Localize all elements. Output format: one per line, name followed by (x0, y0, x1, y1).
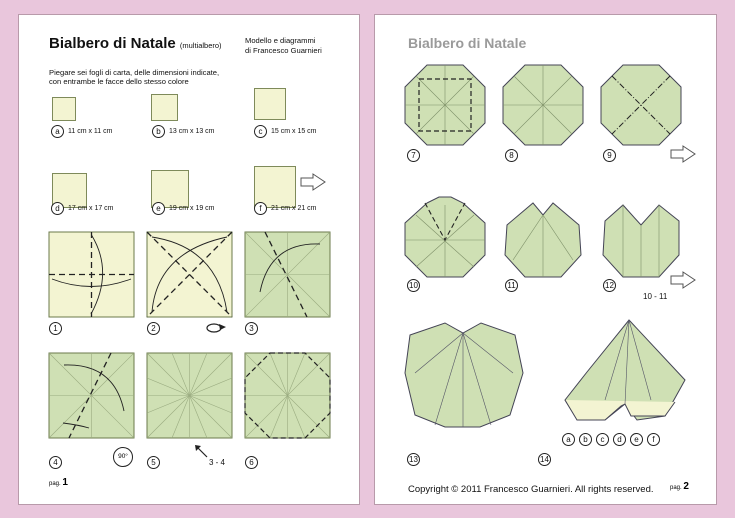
step-7-diagram (405, 65, 485, 145)
paper-square-c (254, 88, 286, 120)
size-letter-f: f (254, 202, 267, 215)
step-11-diagram (505, 203, 581, 277)
credits-line-2: di Francesco Guarnieri (245, 46, 322, 55)
steps-7-9-diagrams (405, 65, 695, 155)
step-1-number: 1 (49, 322, 62, 335)
step-9-number: 9 (603, 149, 616, 162)
size-label-f: 21 cm x 21 cm (271, 205, 317, 212)
steps-1-3-diagrams (49, 232, 339, 317)
paper-letter-e: e (630, 433, 643, 446)
size-letter-c: c (254, 125, 267, 138)
step-7-number: 7 (407, 149, 420, 162)
step-12-number: 12 (603, 279, 616, 292)
step-3-diagram (245, 232, 330, 317)
repeat-steps-label: 10 - 11 (643, 292, 668, 301)
credits-line-1: Modello e diagrammi (245, 36, 316, 45)
page-prefix: pag. (49, 481, 61, 487)
page-number-value: 1 (62, 477, 68, 488)
turn-over-arrow-icon (669, 271, 699, 291)
size-letter-b: b (152, 125, 165, 138)
size-letter-d: d (51, 202, 64, 215)
size-label-b: 13 cm x 13 cm (169, 128, 215, 135)
steps-13-14-diagrams (405, 315, 695, 445)
size-label-e: 19 cm x 19 cm (169, 205, 215, 212)
step-10-diagram (405, 197, 485, 277)
steps-4-6-diagrams (49, 353, 339, 438)
size-label-c: 15 cm x 15 cm (271, 128, 317, 135)
step-4-diagram (49, 353, 134, 438)
step-13-number: 13 (407, 453, 420, 466)
step-4-number: 4 (49, 456, 62, 469)
paper-letter-c: c (596, 433, 609, 446)
step-5-number: 5 (147, 456, 160, 469)
step-12-diagram (603, 205, 679, 277)
paper-letter-f: f (647, 433, 660, 446)
step-10-number: 10 (407, 279, 420, 292)
paper-letter-a: a (562, 433, 575, 446)
page-2 (374, 14, 717, 505)
paper-square-a (52, 97, 76, 121)
step-6-number: 6 (245, 456, 258, 469)
step-11-number: 11 (505, 279, 518, 292)
step-8-number: 8 (505, 149, 518, 162)
subtitle: (multialbero) (179, 41, 222, 50)
rotate-fold-icon (205, 321, 229, 335)
step-13-diagram (405, 323, 523, 427)
paper-letter-b: b (579, 433, 592, 446)
step-14-number: 14 (538, 453, 551, 466)
page-number (49, 477, 68, 488)
step-3-number: 3 (245, 322, 258, 335)
paper-square-b (151, 94, 178, 121)
turn-over-arrow-icon (669, 145, 699, 165)
size-letter-e: e (152, 202, 165, 215)
size-label-a: 11 cm x 11 cm (68, 128, 113, 135)
page-number (670, 481, 689, 492)
title-text: Bialbero di Natale (49, 35, 176, 52)
rotate-90-badge: 90° (113, 447, 133, 467)
page-title (49, 35, 222, 52)
page-title: Bialbero di Natale (408, 35, 527, 51)
step-5-diagram (147, 353, 232, 438)
repeat-arrow-icon (195, 445, 209, 459)
instructions-line-2: con entrambe le facce dello stesso colore (49, 77, 189, 86)
step-1-diagram (49, 232, 134, 317)
step-6-diagram (245, 353, 330, 438)
page-1 (18, 14, 360, 505)
size-letter-a: a (51, 125, 64, 138)
paper-letter-d: d (613, 433, 626, 446)
repeat-steps-label: 3 - 4 (209, 458, 226, 467)
step-9-diagram (601, 65, 681, 145)
step-2-number: 2 (147, 322, 160, 335)
steps-10-12-diagrams (405, 195, 695, 285)
step-2-diagram (147, 232, 232, 317)
page-number-value: 2 (683, 481, 689, 492)
step-14-diagram (565, 320, 685, 420)
instructions-line-1: Piegare sei fogli di carta, delle dimensioni indicate, (49, 68, 220, 77)
copyright: Copyright © 2011 Francesco Guarnieri. All rights reserved. (408, 484, 654, 495)
page-prefix: pag. (670, 485, 682, 491)
step-8-diagram (503, 65, 583, 145)
turn-over-arrow-icon (299, 173, 329, 193)
size-label-d: 17 cm x 17 cm (68, 205, 114, 212)
